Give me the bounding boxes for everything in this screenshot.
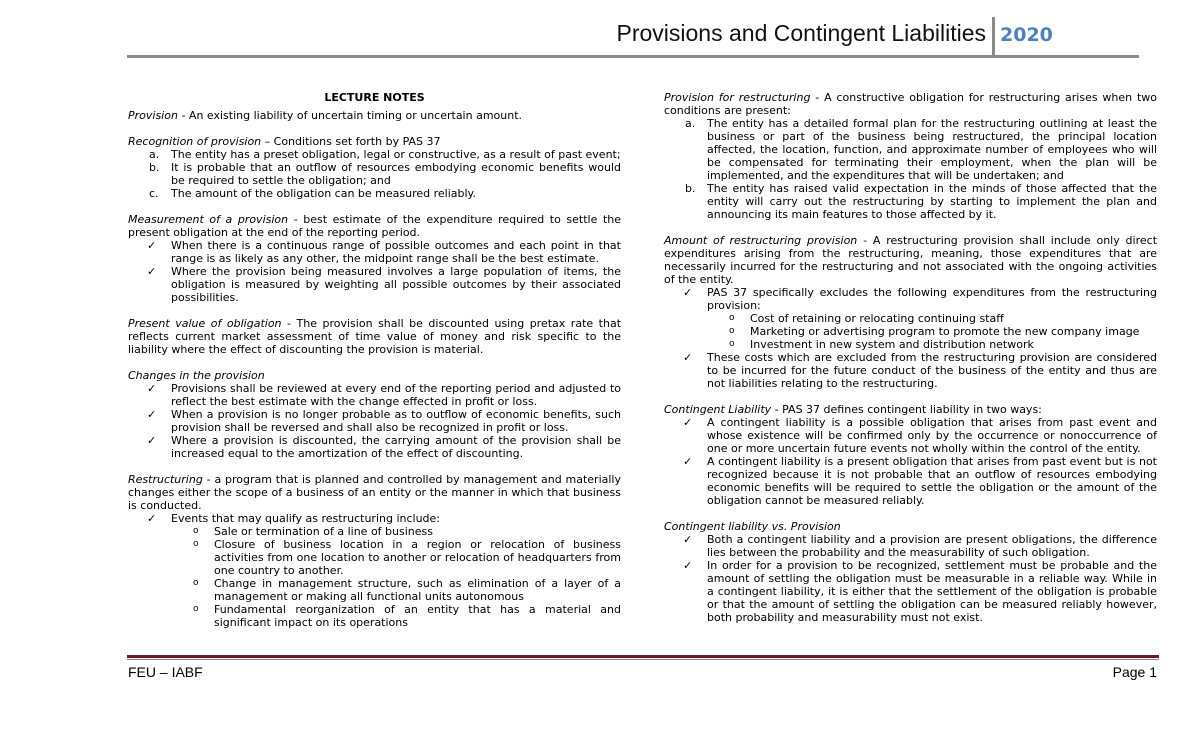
list-item <box>729 338 1157 351</box>
list-item <box>147 382 621 408</box>
list-item <box>149 161 621 187</box>
provision-def-text: - An existing liability of uncertain timing or uncertain amount. <box>177 109 523 122</box>
list-marker: a. <box>685 117 696 130</box>
changes-heading <box>128 369 621 382</box>
contingent-liability-definition <box>664 403 1157 416</box>
list-item <box>683 286 1157 351</box>
list-item-text: These costs which are excluded from the restructuring provision are considered to be incurred for the future conduct of the business of the entity and thus are not liabilities relating to the restructuring. <box>707 351 1157 390</box>
header-divider <box>992 17 995 57</box>
recognition-heading <box>128 135 621 148</box>
check-icon: ✓ <box>147 512 157 525</box>
contingent-liability-term: Contingent Liability <box>664 403 772 416</box>
contingent-vs-provision-list <box>664 533 1157 624</box>
check-icon: ✓ <box>683 533 693 546</box>
contingent-liability-def-text: - PAS 37 defines contingent liability in two ways: <box>771 403 1042 416</box>
list-item-text: Cost of retaining or relocating continuing staff <box>750 312 1004 325</box>
header-year: 2020 <box>1000 24 1053 46</box>
list-item <box>147 408 621 434</box>
circle-bullet-icon: o <box>729 339 735 349</box>
provision-term: Provision <box>128 109 178 122</box>
list-item <box>149 187 621 200</box>
check-icon: ✓ <box>147 382 157 395</box>
circle-bullet-icon: o <box>193 539 199 549</box>
list-item <box>729 312 1157 325</box>
circle-bullet-icon: o <box>193 526 199 536</box>
amount-list <box>664 286 1157 390</box>
restructuring-events-list <box>171 525 621 629</box>
recognition-term: Recognition of provision <box>128 135 262 148</box>
restructuring-list <box>128 512 621 629</box>
footer-rule <box>127 655 1159 658</box>
list-item <box>193 525 621 538</box>
list-item <box>193 603 621 629</box>
circle-bullet-icon: o <box>729 313 735 323</box>
changes-list <box>128 382 621 460</box>
check-icon: ✓ <box>147 434 157 447</box>
list-item <box>149 148 621 161</box>
list-item <box>685 117 1157 182</box>
list-item-text: It is probable that an outflow of resources embodying economic benefits would be required to settle the obligation; and <box>171 161 621 187</box>
restructuring-definition <box>128 473 621 512</box>
amount-restructuring-definition <box>664 234 1157 286</box>
changes-term: Changes in the provision <box>128 369 265 382</box>
list-item <box>147 512 621 629</box>
list-item <box>683 533 1157 559</box>
list-item-text: Change in management structure, such as elimination of a layer of a management or making all functional units autonomous <box>214 577 621 603</box>
list-item <box>683 351 1157 390</box>
list-item <box>685 182 1157 221</box>
list-item-text: Investment in new system and distribution network <box>750 338 1034 351</box>
list-item-text: Events that may qualify as restructuring include: <box>171 512 441 525</box>
list-item <box>193 577 621 603</box>
measurement-definition <box>128 213 621 239</box>
measurement-list <box>128 239 621 304</box>
present-value-def-text: - The provision shall be discounted using pretax rate that reflects current market assessment of time value of money and risk specific to the liability where the effect of discounting the provision is material. <box>128 317 622 356</box>
footer-institution: FEU – IABF <box>128 664 203 680</box>
list-item <box>147 434 621 460</box>
contingent-vs-provision-term: Contingent liability vs. Provision <box>664 520 841 533</box>
list-marker: b. <box>685 182 696 195</box>
circle-bullet-icon: o <box>729 326 735 336</box>
list-item <box>683 416 1157 455</box>
header-rule <box>127 55 1139 58</box>
list-marker: b. <box>149 161 160 174</box>
amount-restructuring-term: Amount of restructuring provision <box>664 234 858 247</box>
list-item <box>147 239 621 265</box>
check-icon: ✓ <box>683 416 693 429</box>
contingent-liability-list <box>664 416 1157 507</box>
list-item-text: A contingent liability is a possible obligation that arises from past event and whose existence will be confirmed only by the occurrence or nonoccurrence of one or more uncertain future events not wholly within the control of the entity. <box>707 416 1157 455</box>
recognition-list <box>128 148 621 200</box>
excluded-expenditures-list <box>707 312 1157 351</box>
list-item-text: Both a contingent liability and a provision are present obligations, the difference lies between the probability and the measurability of such obligation. <box>707 533 1157 559</box>
list-item-text: Provisions shall be reviewed at every end of the reporting period and adjusted to reflect the best estimate with the change effected in profit or loss. <box>171 382 621 408</box>
provision-restructuring-definition <box>664 91 1157 117</box>
check-icon: ✓ <box>683 559 693 572</box>
lecture-notes-heading: LECTURE NOTES <box>324 91 425 104</box>
check-icon: ✓ <box>147 408 157 421</box>
list-item-text: When a provision is no longer probable as to outflow of economic benefits, such provision shall be reversed and shall also be recognized in profit or loss. <box>171 408 621 434</box>
provision-restructuring-term: Provision for restructuring <box>664 91 811 104</box>
list-marker: c. <box>149 187 159 200</box>
list-item-text: Fundamental reorganization of an entity that has a material and significant impact on its operations <box>214 603 621 629</box>
check-icon: ✓ <box>147 265 157 278</box>
list-item-text: The entity has a detailed formal plan for the restructuring outlining at least the business or part of the business being restructured, the principal location affected, the location, function, and approximate number of employees who will be compensated for terminating their employment, when the plan will be implemented, and the expenditures that will be undertaken; and <box>707 117 1157 182</box>
footer-rule-thin <box>127 659 1159 660</box>
recognition-rest: – Conditions set forth by PAS 37 <box>261 135 441 148</box>
list-item-text: Sale or termination of a line of business <box>214 525 433 538</box>
check-icon: ✓ <box>147 239 157 252</box>
circle-bullet-icon: o <box>193 604 199 614</box>
check-icon: ✓ <box>683 286 693 299</box>
page-header-title: Provisions and Contingent Liabilities <box>616 20 986 46</box>
measurement-def-text: - best estimate of the expenditure required to settle the present obligation at the end of the reporting period. <box>128 213 621 239</box>
list-item-text: Closure of business location in a region or relocation of business activities from one location to another or relocation of headquarters from one country to another. <box>214 538 621 577</box>
provision-definition <box>128 109 621 122</box>
list-item <box>147 265 621 304</box>
circle-bullet-icon: o <box>193 578 199 588</box>
check-icon: ✓ <box>683 351 693 364</box>
amount-restructuring-def-text: - A restructuring provision shall include only direct expenditures arising from the restructuring, meaning, those expenditures that are necessarily incurred for the restructuring and not associated with the ongoing activities of the entity. <box>664 234 1158 286</box>
list-item-text: The amount of the obligation can be measured reliably. <box>171 187 476 200</box>
list-item-text: When there is a continuous range of possible outcomes and each point in that range is as likely as any other, the midpoint range shall be the best estimate. <box>171 239 621 265</box>
list-item-text: Where the provision being measured involves a large population of items, the obligation is measured by weighting all possible outcomes by their associated possibilities. <box>171 265 621 304</box>
right-column <box>664 91 1157 624</box>
list-item <box>683 455 1157 507</box>
list-item <box>729 325 1157 338</box>
present-value-definition <box>128 317 621 356</box>
restructuring-def-text: - a program that is planned and controlled by management and materially changes either the scope of a business of an entity or the manner in which that business is conducted. <box>128 473 621 512</box>
provision-restructuring-def-text: - A constructive obligation for restructuring arises when two conditions are present: <box>664 91 1157 117</box>
list-item <box>683 559 1157 624</box>
list-item-text: Marketing or advertising program to promote the new company image <box>750 325 1140 338</box>
list-item-text: In order for a provision to be recognized, settlement must be probable and the amount of settling the obligation must be measurable in a reliable way. While in a contingent liability, it is either that the settlement of the obligation is probable or that the amount of settling the obligation can be measured reliably however, both probability and measurability must not exist. <box>707 559 1157 624</box>
restructuring-term: Restructuring <box>128 473 203 486</box>
left-column <box>128 91 621 629</box>
list-item-text: A contingent liability is a present obligation that arises from past event but is not recognized because it is not probable that an outflow of resources embodying economic benefits will be required to settle the obligation or the amount of the obligation cannot be measured reliably. <box>707 455 1157 507</box>
list-item <box>193 538 621 577</box>
check-icon: ✓ <box>683 455 693 468</box>
list-item-text: PAS 37 specifically excludes the following expenditures from the restructuring provision: <box>707 286 1157 312</box>
list-marker: a. <box>149 148 160 161</box>
list-item-text: The entity has a preset obligation, legal or constructive, as a result of past event; <box>171 148 621 161</box>
measurement-term: Measurement of a provision <box>128 213 289 226</box>
list-item-text: The entity has raised valid expectation in the minds of those affected that the entity will carry out the restructuring by starting to implement the plan and announcing its main features to those affected by it. <box>707 182 1157 221</box>
list-item-text: Where a provision is discounted, the carrying amount of the provision shall be increased equal to the amortization of the effect of discounting. <box>171 434 621 460</box>
page-number: Page 1 <box>1112 664 1157 680</box>
present-value-term: Present value of obligation <box>128 317 282 330</box>
contingent-vs-provision-heading <box>664 520 1157 533</box>
restructuring-conditions-list <box>664 117 1157 221</box>
